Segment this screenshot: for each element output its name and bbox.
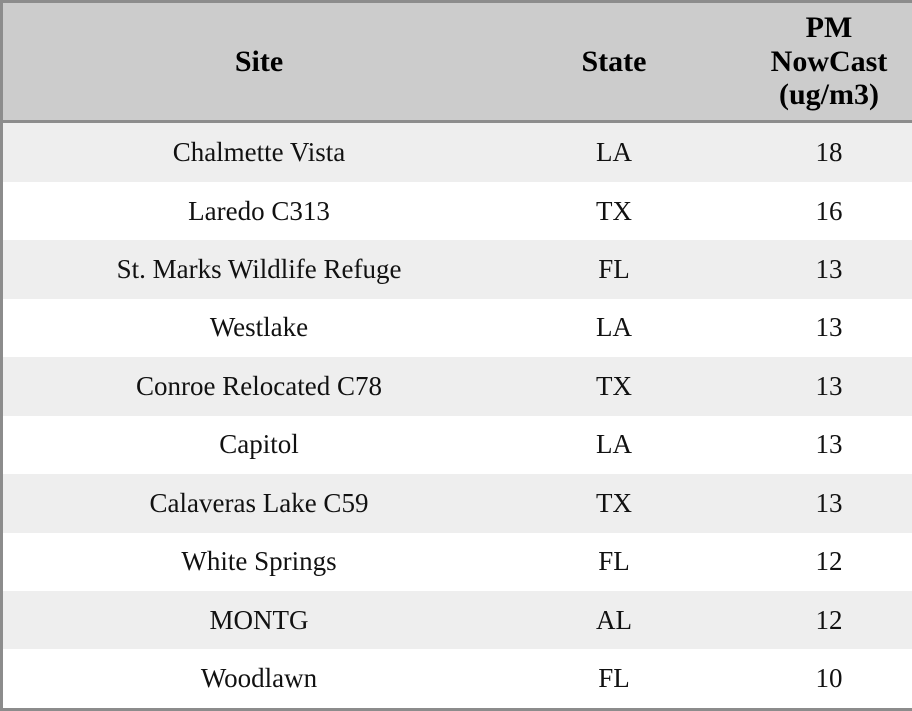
cell-value: 13 [815, 370, 843, 401]
table-row [3, 649, 912, 708]
cell-site: Calaveras Lake C59 [149, 487, 369, 518]
table-row [3, 591, 912, 649]
table-row [3, 474, 912, 532]
cell-state: LA [596, 429, 632, 460]
column-header-site: Site [3, 3, 515, 121]
table-row [3, 357, 912, 415]
cell-value: 13 [815, 312, 843, 343]
cell-state: FL [598, 663, 630, 694]
cell-state: TX [596, 487, 632, 518]
cell-value: 16 [815, 195, 843, 226]
column-header-pm-nowcast-line3: (ug/m3) [779, 78, 879, 112]
cell-state: LA [596, 312, 632, 343]
cell-site: Chalmette Vista [172, 136, 346, 167]
column-header-state: State [515, 3, 713, 121]
cell-state: AL [596, 604, 632, 635]
table-row [3, 299, 912, 357]
table-row [3, 182, 912, 240]
cell-state: TX [596, 370, 632, 401]
table-row [3, 416, 912, 474]
cell-value: 13 [815, 253, 843, 284]
cell-site: MONTG [209, 604, 309, 635]
column-header-pm-nowcast [713, 3, 912, 121]
cell-value: 12 [815, 546, 843, 577]
cell-site: Woodlawn [200, 663, 318, 694]
cell-state: LA [596, 136, 632, 167]
cell-value: 10 [815, 663, 843, 694]
table-body [3, 121, 912, 708]
cell-site: White Springs [181, 546, 337, 577]
cell-state: TX [596, 195, 632, 226]
table-row [3, 240, 912, 298]
cell-state: FL [598, 253, 630, 284]
cell-value: 12 [815, 604, 843, 635]
cell-value: 13 [815, 487, 843, 518]
column-header-pm-nowcast-line1: PM [805, 11, 853, 44]
cell-state: FL [598, 546, 630, 577]
table-header [3, 3, 912, 121]
column-header-pm-nowcast-line2: NowCast [770, 44, 888, 78]
cell-site: St. Marks Wildlife Refuge [116, 253, 402, 284]
cell-site: Laredo C313 [188, 195, 330, 226]
cell-value: 18 [815, 136, 843, 167]
table-row [3, 533, 912, 591]
table-row [3, 121, 912, 182]
cell-site: Westlake [209, 312, 309, 343]
cell-site: Conroe Relocated C78 [136, 370, 382, 401]
cell-value: 13 [815, 429, 843, 460]
cell-site: Capitol [219, 429, 299, 460]
table-header-row [3, 3, 912, 121]
pm-nowcast-table [3, 3, 912, 708]
